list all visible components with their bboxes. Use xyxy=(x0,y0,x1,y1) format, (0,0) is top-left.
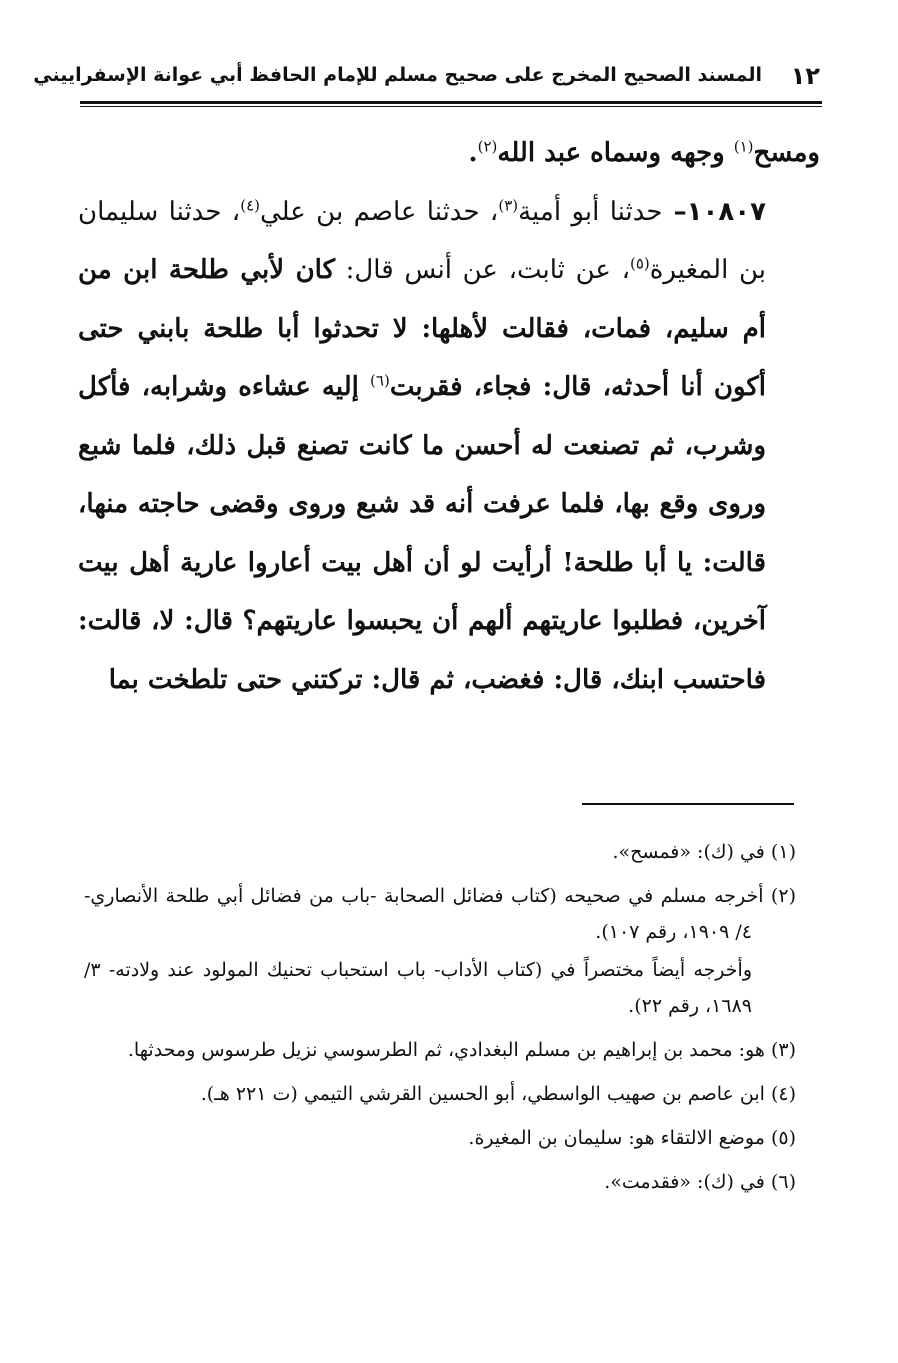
footnote-separator xyxy=(582,803,794,805)
running-header xyxy=(33,62,820,96)
footnote-ref: (٢) xyxy=(477,137,498,156)
main-text xyxy=(78,124,820,709)
footnote-ref: (٥) xyxy=(629,254,650,273)
continuation-line xyxy=(78,124,820,183)
footnote-5: (٥) موضع الالتقاء هو: سليمان بن المغيرة. xyxy=(468,1127,796,1149)
footnote-4: (٤) ابن عاصم بن صهيب الواسطي، أبو الحسين القرشي التيمي (ت ٢٢١ هـ). xyxy=(200,1083,796,1105)
hadith-dash: – xyxy=(662,196,687,227)
isnad-segment: ، عن ثابت، عن أنس قال: xyxy=(334,255,630,285)
text-segment: ومسح xyxy=(753,138,820,168)
footnote-3: (٣) هو: محمد بن إبراهيم بن مسلم البغدادي، ثم الطرسوسي نزيل طرسوس ومحدثها. xyxy=(127,1039,796,1061)
footnote-1: (١) في (ك): «فمسح». xyxy=(612,841,796,863)
isnad-segment: ، حدثنا سليمان بن المغيرة xyxy=(78,196,767,285)
header-rule-thick xyxy=(80,101,822,104)
footnote-2-continuation: وأخرجه أيضاً مختصراً في (كتاب الأداب- باب استحباب تحنيك المولود عند ولادته- ٣/ ١٦٨٩، رقم ٢٢). xyxy=(84,959,752,1017)
hadith-number: ١٠٨٠٧ xyxy=(686,196,766,227)
text-segment: وجهه وسماه عبد الله xyxy=(497,138,734,168)
matn-segment: إليه عشاءه وشرابه، فأكل وشرب، ثم تصنعت له أحسن ما كانت تصنع قبل ذلك، فلما شبع وروى وقع بها، فلما عرفت أنه قد شبع وروى وقضى حاجته منها، قالت: يا أبا طلحة! أرأيت لو أن أهل بيت أعاروا عارية أهل بيت آخرين، فطلبوا عاريتهم ألهم أن يحبسوا عاريتهم؟ قال: لا، قالت: فاحتسب ابنك، قال: فغضب، ثم قال: تركتني حتى تلطخت بما xyxy=(78,372,766,695)
footnote-2: (٢) أخرجه مسلم في صحيحه (كتاب فضائل الصحابة -باب من فضائل أبي طلحة الأنصاري- ٤/ ١٩٠٩، رقم ١٠٧). xyxy=(84,885,796,943)
page-number: ١٢ xyxy=(790,62,820,90)
hadith-paragraph xyxy=(78,183,820,710)
matn-segment: كان لأبي طلحة ابن من أم سليم، فمات، فقالت لأهلها: لا تحدثوا أبا طلحة بابني حتى أكون أنا أحدثه، قال: فجاء، فقربت xyxy=(78,255,767,402)
text-segment: . xyxy=(468,138,478,168)
header-rule-thin xyxy=(80,106,822,107)
footnote-ref: (٣) xyxy=(498,195,519,214)
footnote-ref: (١) xyxy=(733,137,754,156)
footnote-ref: (٦) xyxy=(370,371,390,390)
isnad-segment: حدثنا أبو أمية xyxy=(518,196,663,227)
running-title: المسند الصحيح المخرج على صحيح مسلم للإمام الحافظ أبي عوانة الإسفراييني xyxy=(33,64,762,86)
footnote-ref: (٤) xyxy=(240,195,260,214)
isnad-segment: ، حدثنا عاصم بن علي xyxy=(259,196,499,227)
footnotes xyxy=(84,834,796,1208)
footnote-6: (٦) في (ك): «فقدمت». xyxy=(604,1171,796,1193)
